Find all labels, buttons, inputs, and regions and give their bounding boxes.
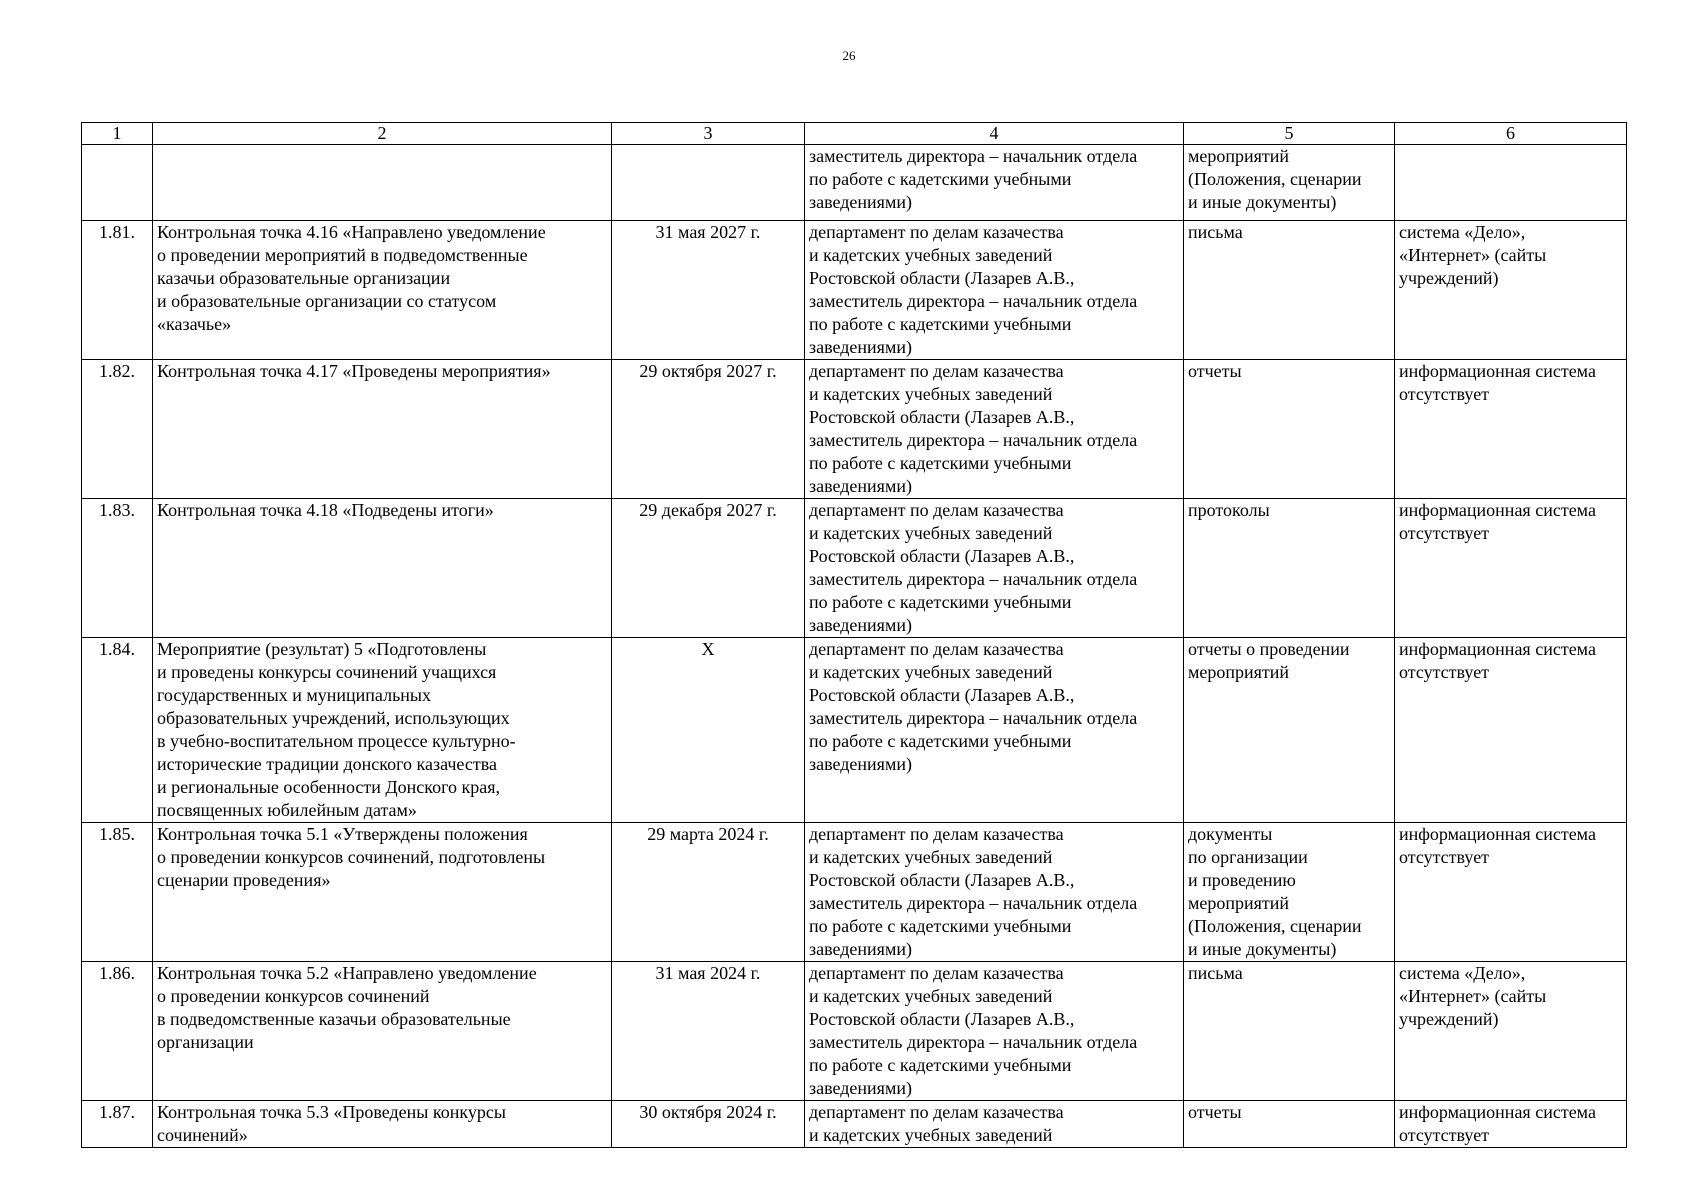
row-number: 1.84. <box>82 638 153 823</box>
row-number: 1.81. <box>82 221 153 360</box>
row-responsible: департамент по делам казачества и кадетских учебных заведений <box>805 1101 1184 1148</box>
row-document: мероприятий (Положения, сценарии и иные документы) <box>1184 145 1395 221</box>
column-header: 6 <box>1395 123 1627 145</box>
row-name: Контрольная точка 4.17 «Проведены мероприятия» <box>153 360 612 499</box>
row-document: протоколы <box>1184 499 1395 638</box>
table-row <box>82 962 1627 1101</box>
row-date: 31 мая 2024 г. <box>612 962 805 1101</box>
row-name: Контрольная точка 5.2 «Направлено уведомление о проведении конкурсов сочинений в подведомственные казачьи образовательные организации <box>153 962 612 1101</box>
column-header: 4 <box>805 123 1184 145</box>
plan-table <box>81 122 1627 1148</box>
table-row <box>82 221 1627 360</box>
row-date: Х <box>612 638 805 823</box>
column-header: 2 <box>153 123 612 145</box>
row-date: 29 октября 2027 г. <box>612 360 805 499</box>
row-number: 1.87. <box>82 1101 153 1148</box>
table-row <box>82 360 1627 499</box>
row-date: 31 мая 2027 г. <box>612 221 805 360</box>
row-number: 1.85. <box>82 823 153 962</box>
row-responsible: департамент по делам казачества и кадетских учебных заведений Ростовской области (Лазарев А.В., заместитель директора – начальник отдела по работе с кадетскими учебными заведениями) <box>805 823 1184 962</box>
table-row <box>82 1101 1627 1148</box>
table-row <box>82 638 1627 823</box>
row-document: отчеты <box>1184 360 1395 499</box>
table-row <box>82 823 1627 962</box>
row-name: Мероприятие (результат) 5 «Подготовлены и проведены конкурсы сочинений учащихся государственных и муниципальных образовательных учреждений, использующих в учебно-воспитательном процессе культурно- исторические традиции донского казачества и региональные особенности Донского края, посвященных юбилейным датам» <box>153 638 612 823</box>
row-system <box>1395 145 1627 221</box>
table-header-row <box>82 123 1627 145</box>
row-date: 30 октября 2024 г. <box>612 1101 805 1148</box>
row-system: информационная система отсутствует <box>1395 823 1627 962</box>
table-row <box>82 145 1627 221</box>
row-responsible: департамент по делам казачества и кадетских учебных заведений Ростовской области (Лазарев А.В., заместитель директора – начальник отдела по работе с кадетскими учебными заведениями) <box>805 221 1184 360</box>
row-system: информационная система отсутствует <box>1395 638 1627 823</box>
row-name: Контрольная точка 5.3 «Проведены конкурсы сочинений» <box>153 1101 612 1148</box>
row-system: информационная система отсутствует <box>1395 1101 1627 1148</box>
row-document: документы по организации и проведению мероприятий (Положения, сценарии и иные документы) <box>1184 823 1395 962</box>
row-responsible: заместитель директора – начальник отдела по работе с кадетскими учебными заведениями) <box>805 145 1184 221</box>
table-row <box>82 499 1627 638</box>
row-number: 1.82. <box>82 360 153 499</box>
column-header: 3 <box>612 123 805 145</box>
row-responsible: департамент по делам казачества и кадетских учебных заведений Ростовской области (Лазарев А.В., заместитель директора – начальник отдела по работе с кадетскими учебными заведениями) <box>805 638 1184 823</box>
row-date: 29 марта 2024 г. <box>612 823 805 962</box>
row-document: письма <box>1184 962 1395 1101</box>
column-header: 5 <box>1184 123 1395 145</box>
row-date: 29 декабря 2027 г. <box>612 499 805 638</box>
page-number: 26 <box>842 48 856 63</box>
row-system: система «Дело», «Интернет» (сайты учреждений) <box>1395 221 1627 360</box>
row-document: отчеты о проведении мероприятий <box>1184 638 1395 823</box>
row-name: Контрольная точка 5.1 «Утверждены положения о проведении конкурсов сочинений, подготовлены сценарии проведения» <box>153 823 612 962</box>
column-header: 1 <box>82 123 153 145</box>
row-responsible: департамент по делам казачества и кадетских учебных заведений Ростовской области (Лазарев А.В., заместитель директора – начальник отдела по работе с кадетскими учебными заведениями) <box>805 962 1184 1101</box>
row-document: отчеты <box>1184 1101 1395 1148</box>
row-responsible: департамент по делам казачества и кадетских учебных заведений Ростовской области (Лазарев А.В., заместитель директора – начальник отдела по работе с кадетскими учебными заведениями) <box>805 499 1184 638</box>
row-responsible: департамент по делам казачества и кадетских учебных заведений Ростовской области (Лазарев А.В., заместитель директора – начальник отдела по работе с кадетскими учебными заведениями) <box>805 360 1184 499</box>
row-system: информационная система отсутствует <box>1395 499 1627 638</box>
row-number: 1.83. <box>82 499 153 638</box>
row-system: информационная система отсутствует <box>1395 360 1627 499</box>
row-number <box>82 145 153 221</box>
row-name <box>153 145 612 221</box>
row-date <box>612 145 805 221</box>
row-name: Контрольная точка 4.18 «Подведены итоги» <box>153 499 612 638</box>
row-number: 1.86. <box>82 962 153 1101</box>
row-system: система «Дело», «Интернет» (сайты учреждений) <box>1395 962 1627 1101</box>
row-name: Контрольная точка 4.16 «Направлено уведомление о проведении мероприятий в подведомственные казачьи образовательные организации и образовательные организации со статусом «казачье» <box>153 221 612 360</box>
row-document: письма <box>1184 221 1395 360</box>
